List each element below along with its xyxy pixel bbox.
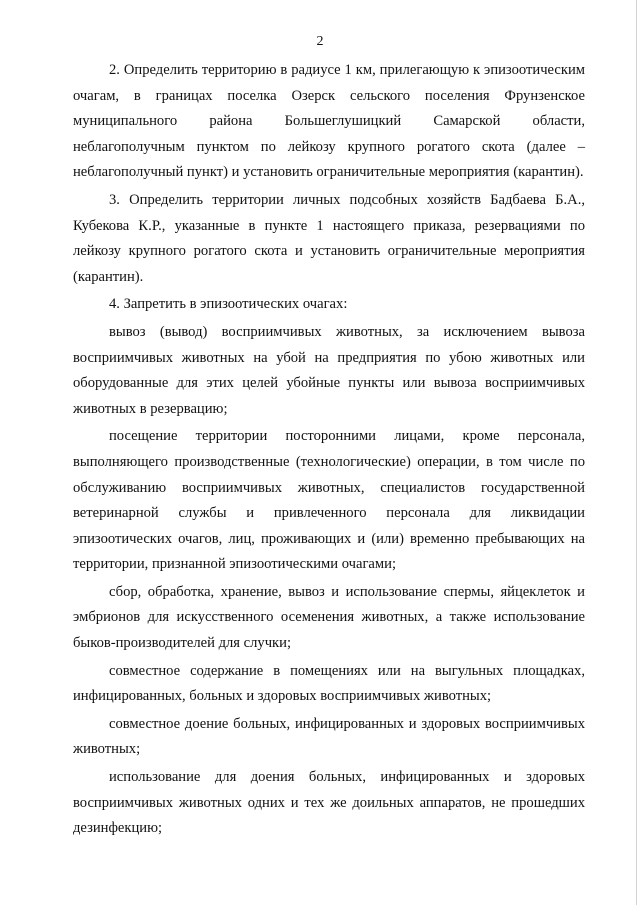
- scan-edge: [636, 0, 637, 905]
- prohibition-visits: посещение территории посторонними лицами, кроме персонала, выполняющего производственные (технологические) операции, в том числе по обслуживанию восприимчивых животных, специалистов государственной ветеринарной службы и привлеченного персонала для ликвидации эпизоотических очагов, лиц, проживающих и (или) временно пребывающих на территории, признанной эпизоотическими очагами;: [73, 428, 585, 573]
- paragraph-4: 4. Запретить в эпизоотических очагах:: [109, 296, 348, 313]
- page-number: 2: [316, 34, 324, 49]
- prohibition-semen: сбор, обработка, хранение, вывоз и использование спермы, яйцеклеток и эмбрионов для искусственного осеменения животных, а также использование быков-производителей для случки;: [73, 583, 585, 652]
- prohibition-export: вывоз (вывод) восприимчивых животных, за исключением вывоза восприимчивых животных на убой на предприятия по убою животных или оборудованные для этих целей убойные пункты или вывоза восприимчивых животных в резервацию;: [73, 323, 585, 417]
- prohibition-milking-equipment: использование для доения больных, инфицированных и здоровых восприимчивых животных одних и тех же доильных аппаратов, не прошедших дезинфекцию;: [73, 769, 585, 837]
- prohibition-joint-milking: совместное доение больных, инфицированных и здоровых восприимчивых животных;: [73, 715, 585, 758]
- document-body: [73, 58, 585, 842]
- paragraph-3: 3. Определить территории личных подсобных хозяйств Бадбаева Б.А., Кубекова К.Р., указанные в пункте 1 настоящего приказа, резервациями по лейкозу крупного рогатого скота и установить ограничительные мероприятия (карантин).: [73, 191, 585, 285]
- prohibition-joint-keeping: совместное содержание в помещениях или на выгульных площадках, инфицированных, больных и здоровых восприимчивых животных;: [73, 662, 585, 705]
- paragraph-2: 2. Определить территорию в радиусе 1 км, прилегающую к эпизоотическим очагам, в границах поселка Озерск сельского поселения Фрунзенское муниципального района Большеглушицкий Самарской области, неблагополучным пунктом по лейкозу крупного рогатого скота (далее – неблагополучный пункт) и установить ограничительные мероприятия (карантин).: [73, 62, 585, 181]
